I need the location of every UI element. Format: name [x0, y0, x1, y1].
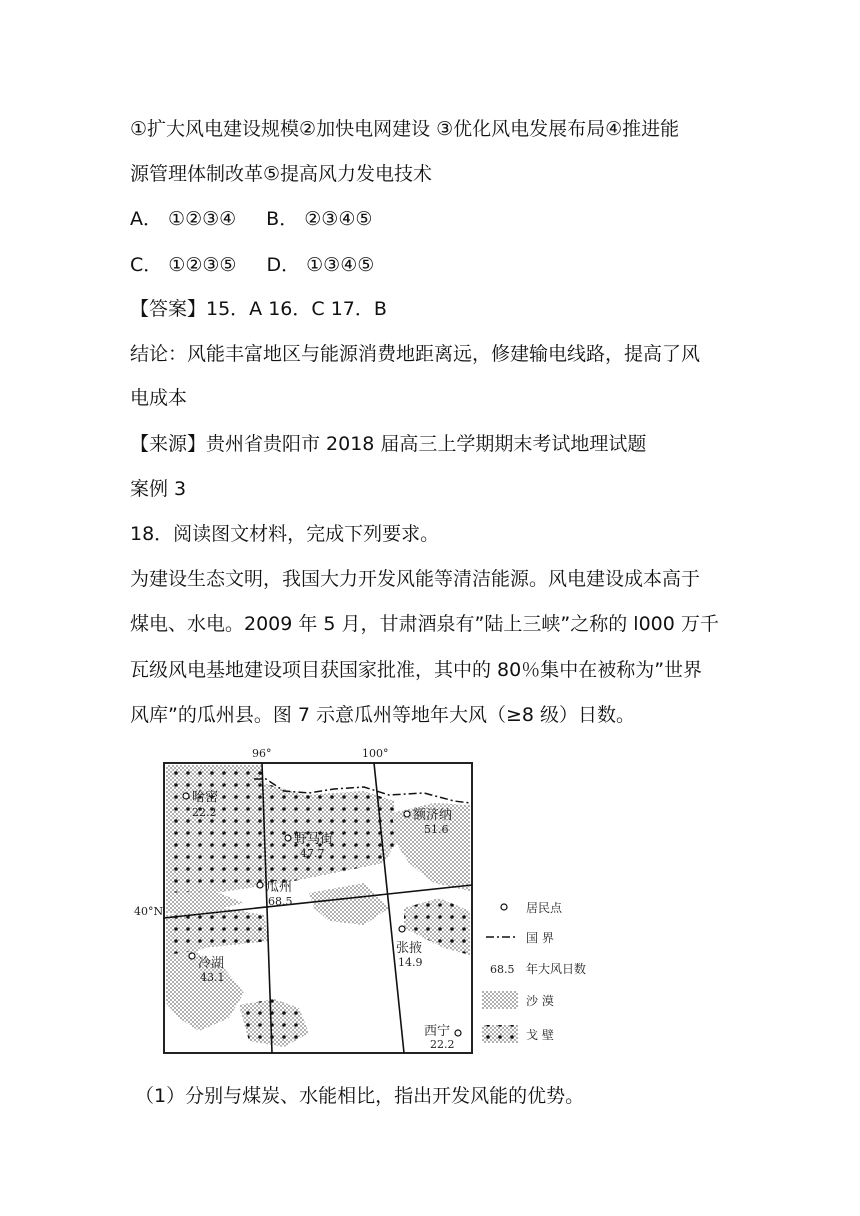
answer-line: 【答案】15．A 16．C 17．B [130, 298, 387, 320]
choice-b: B． ②③④⑤ [266, 208, 373, 230]
place-value: 22.2 [430, 1038, 455, 1051]
question-18: 18．阅读图文材料，完成下列要求。 [130, 523, 440, 545]
lon-label-96: 96° [252, 747, 272, 760]
settlement-marker [455, 1030, 461, 1036]
place-value: 43.1 [200, 971, 225, 984]
legend-wind-days-label: 年大风日数 [526, 962, 587, 976]
wind-map-figure [134, 743, 594, 1061]
material-para-line1: 为建设生态文明，我国大力开发风能等清洁能源。风电建设成本高于 [130, 568, 701, 590]
conclusion-line2: 电成本 [130, 387, 188, 409]
legend-sample-value: 68.5 [490, 963, 515, 976]
choices-row1 [130, 207, 372, 231]
place-name: 额济纳 [413, 808, 453, 823]
conclusion-line1: 结论：风能丰富地区与能源消费地距离远，修建输电线路，提高了风 [130, 343, 701, 365]
place-name: 野马街 [294, 832, 334, 847]
legend-sand-label: 沙 漠 [526, 994, 554, 1008]
place-name: 西宁 [424, 1024, 451, 1039]
place-name: 哈密 [192, 790, 219, 805]
source-line: 【来源】贵州省贵阳市 2018 届高三上学期期末考试地理试题 [130, 433, 647, 455]
option-statements-line1: ①扩大风电建设规模②加快电网建设 ③优化风电发展布局④推进能 [130, 118, 680, 140]
place-value: 51.6 [424, 823, 449, 836]
choice-c: C． ①②③⑤ [130, 254, 237, 276]
option-statements-line2: 源管理体制改革⑤提高风力发电技术 [130, 163, 433, 185]
settlement-marker [399, 926, 405, 932]
place-name: 瓜州 [266, 880, 293, 895]
place-value: 47.7 [300, 847, 325, 860]
material-para-line3: 瓦级风电基地建设项目获国家批准，其中的 80％集中在被称为”世界 [130, 659, 703, 681]
place-name: 冷湖 [198, 956, 225, 971]
settlement-marker [257, 882, 263, 888]
choices-row2 [130, 253, 374, 277]
legend-settlement-symbol [501, 904, 507, 910]
legend-gobi-label: 戈 壁 [526, 1028, 554, 1042]
legend-settlement-label: 居民点 [526, 901, 563, 915]
choice-d: D． ①③④⑤ [266, 254, 375, 276]
legend-border-label: 国 界 [526, 931, 554, 945]
map-legend [482, 900, 586, 1043]
settlement-marker [183, 793, 189, 799]
place-name: 张掖 [396, 941, 423, 956]
choice-a: A． ①②③④ [130, 208, 237, 230]
legend-gobi-swatch [482, 1025, 518, 1043]
sub-question-1: （1）分别与煤炭、水能相比，指出开发风能的优势。 [135, 1085, 585, 1107]
material-para-line2: 煤电、水电。2009 年 5 月，甘肃酒泉有”陆上三峡”之称的 l000 万千 [130, 613, 719, 635]
case-heading: 案例 3 [130, 478, 187, 500]
lat-label-40n: 40°N [134, 905, 164, 918]
place-value: 22.2 [192, 806, 217, 819]
settlement-marker [189, 953, 195, 959]
settlement-marker [285, 835, 291, 841]
material-para-line4: 风库”的瓜州县。图 7 示意瓜州等地年大风（≥8 级）日数。 [130, 704, 636, 726]
place-value: 14.9 [398, 956, 423, 969]
settlement-marker [404, 811, 410, 817]
place-value: 68.5 [268, 895, 293, 908]
lon-label-100: 100° [362, 747, 389, 760]
legend-sand-swatch [482, 991, 518, 1009]
